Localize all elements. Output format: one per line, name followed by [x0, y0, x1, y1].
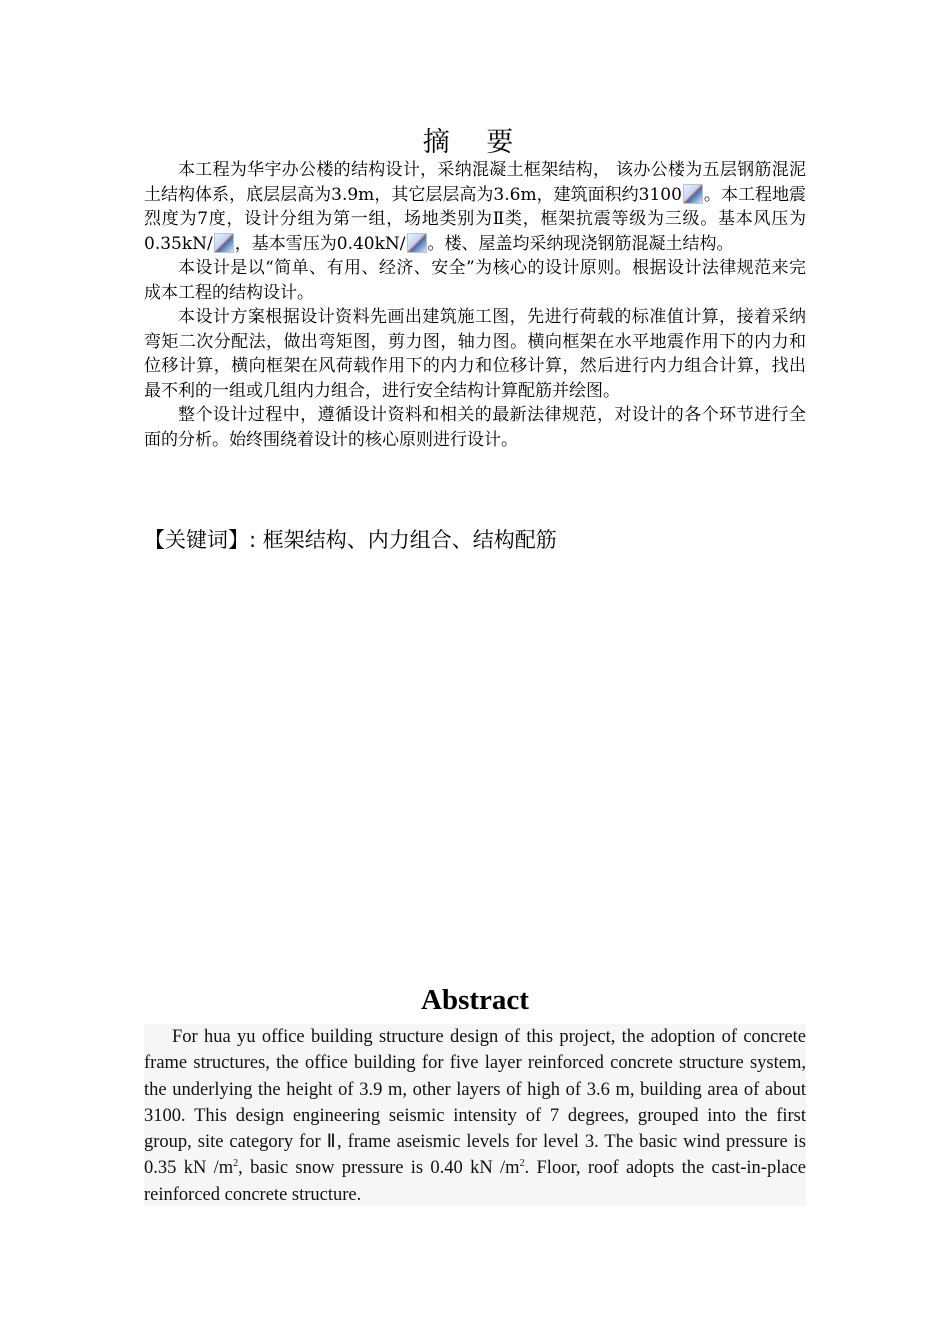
equation-image-icon — [214, 233, 234, 253]
english-abstract-title: Abstract — [421, 984, 529, 1016]
superscript-2: 2 — [519, 1158, 525, 1170]
english-abstract-body — [144, 1024, 806, 1206]
en-text-c: . Floor, roof adopts the cast-in-place reinforced concrete structure. — [144, 1158, 806, 1205]
chinese-abstract-title: 摘 要 — [422, 127, 528, 158]
en-text-b: , basic snow pressure is 0.40 kN /m — [238, 1158, 520, 1179]
chinese-paragraph-3: 本设计方案根据设计资料先画出建筑施工图，先进行荷载的标准值计算，接着采纳弯矩二次分配法，做出弯矩图，剪力图，轴力图。横向框架在水平地震作用下的内力和位移计算，横向框架在风荷载作用下的内力和位移计算，然后进行内力组合计算，找出最不利的一组或几组内力组合，进行安全结构计算配筋并绘图。 — [144, 307, 806, 401]
equation-image-icon — [407, 233, 427, 253]
cn-p1-text-b: 。本工程地震烈度为7度，设计分组为第一组，场地类别为Ⅱ类，框架抗震等级为三级。基本风压为0.35kN/ — [144, 184, 807, 254]
cn-p1-text-d: 。楼、屋盖均采纳现浇钢筋混凝土结构。 — [427, 233, 734, 254]
keywords-line: 【关键词】: 框架结构、内力组合、结构配筋 — [144, 528, 557, 552]
chinese-abstract-body — [144, 158, 806, 452]
chinese-paragraph-1 — [144, 158, 806, 256]
cn-p1-text-a: 本工程为华宇办公楼的结构设计，采纳混凝土框架结构， 该办公楼为五层钢筋混泥土结构体系，底层层高为3.9m，其它层层高为3.6m，建筑面积约3100 — [144, 160, 806, 205]
english-paragraph — [144, 1024, 806, 1208]
chinese-paragraph-4: 整个设计过程中，遵循设计资料和相关的最新法律规范，对设计的各个环节进行全面的分析。始终围绕着设计的核心原则进行设计。 — [144, 405, 806, 450]
en-text-a: For hua yu office building structure design of this project, the adoption of concrete frame structures, the office building for five layer reinforced concrete structure system, the underlying the height of 3.9 m, other layers of high of 3.6 m, building area of about 3100. This design engineering seismic intensity of 7 degrees, grouped into the first group, site category for Ⅱ, frame aseismic levels for level 3. The basic wind pressure is 0.35 kN /m — [144, 1027, 806, 1179]
chinese-paragraph-2: 本设计是以“简单、有用、经济、安全”为核心的设计原则。根据设计法律规范来完成本工程的结构设计。 — [144, 258, 806, 303]
equation-image-icon — [683, 184, 703, 204]
cn-p1-text-c: ，基本雪压为0.40kN/ — [234, 233, 406, 254]
superscript-2: 2 — [233, 1158, 239, 1170]
